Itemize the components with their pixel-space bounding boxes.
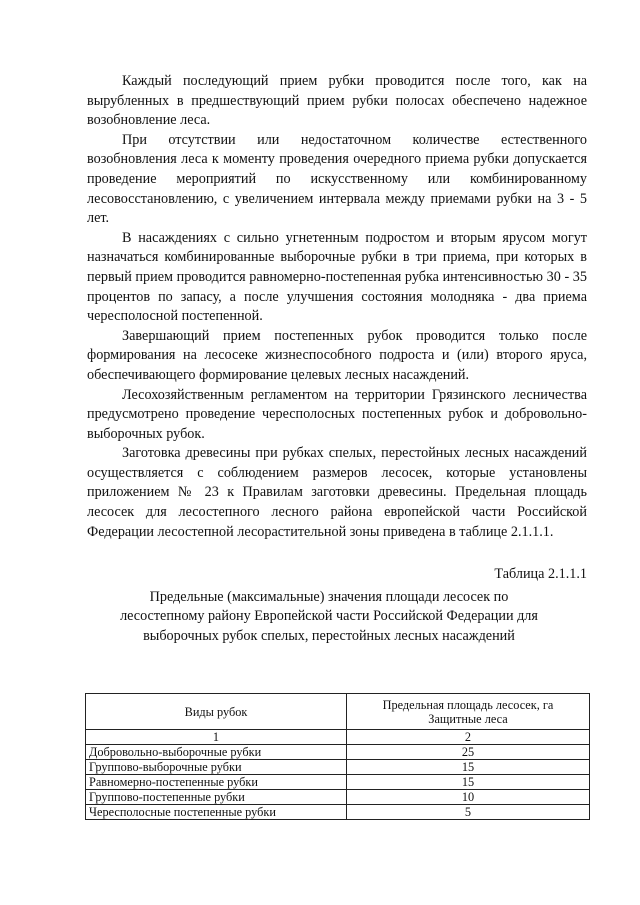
table-title-line-3: выборочных рубок спелых, перестойных лесных насаждений: [143, 628, 515, 645]
table-row: [86, 790, 590, 805]
column-number-1: 1: [86, 730, 347, 745]
header-cutting-type: Виды рубок: [86, 694, 347, 730]
header-max-area-line-2: Защитные леса: [428, 711, 508, 726]
table-title: [79, 588, 579, 647]
cutting-type-cell: Равномерно-постепенные рубки: [86, 775, 347, 790]
table-title-line-1: Предельные (максимальные) значения площади лесосек по: [149, 588, 509, 605]
area-cell: 25: [347, 745, 590, 760]
logging-area-table: [85, 693, 590, 820]
paragraph-6: Заготовка древесины при рубках спелых, перестойных лесных насаждений осуществляется с соблюдением размеров лесосек, которые установлены приложением № 23 к Правилам заготовки древесины. Предельная площадь лесосек для лесостепного лесного района европейской части Российской Федерации лесостепной лесорастительной зоны приведена в таблице 2.1.1.1.: [87, 445, 587, 540]
table-label: Таблица 2.1.1.1: [494, 566, 587, 583]
header-max-area-line-1: Предельная площадь лесосек, га: [382, 697, 554, 712]
area-cell: 15: [347, 760, 590, 775]
table-title-line-2: лесостепному району Европейской части Российской Федерации для: [120, 608, 538, 625]
paragraph-1: Каждый последующий прием рубки проводится после того, как на вырубленных в предшествующий прием рубки полосах обеспечено надежное возобновление леса.: [87, 73, 587, 129]
table-row: [86, 745, 590, 760]
paragraph-4: Завершающий прием постепенных рубок проводится только после формирования на лесосеке жизнеспособного подроста и (или) второго яруса, обеспечивающего формирование целевых лесных насаждений.: [87, 327, 587, 383]
table-header-row: [86, 694, 590, 730]
paragraph-2: При отсутствии или недостаточном количестве естественного возобновления леса к моменту проведения очередного приема рубки допускается проведение мероприятий по искусственному или комбинированному лесовосстановлению, с увеличением интервала между приемами рубки на 3 - 5 лет.: [87, 131, 587, 227]
document-page: [87, 72, 587, 647]
header-max-area: [347, 694, 590, 730]
cutting-type-cell: Чересполосные постепенные рубки: [86, 805, 347, 820]
cutting-type-cell: Группово-постепенные рубки: [86, 790, 347, 805]
table-row: [86, 775, 590, 790]
table-row: [86, 805, 590, 820]
area-cell: 15: [347, 775, 590, 790]
paragraph-5: Лесохозяйственным регламентом на территории Грязинского лесничества предусмотрено проведение чересполосных постепенных рубок и добровольно-выборочных рубок.: [87, 386, 587, 442]
cutting-type-cell: Добровольно-выборочные рубки: [86, 745, 347, 760]
area-cell: 10: [347, 790, 590, 805]
column-number-2: 2: [347, 730, 590, 745]
area-cell: 5: [347, 805, 590, 820]
table-number-row: [86, 730, 590, 745]
paragraph-3: В насаждениях с сильно угнетенным подростом и вторым ярусом могут назначаться комбинированные выборочные рубки в три приема, при которых в первый прием проводится равномерно-постепенная рубка интенсивностью 30 - 35 процентов по запасу, а после улучшения состояния молодняка - два приема чересполосной постепенной.: [87, 229, 587, 325]
table-row: [86, 760, 590, 775]
cutting-type-cell: Группово-выборочные рубки: [86, 760, 347, 775]
